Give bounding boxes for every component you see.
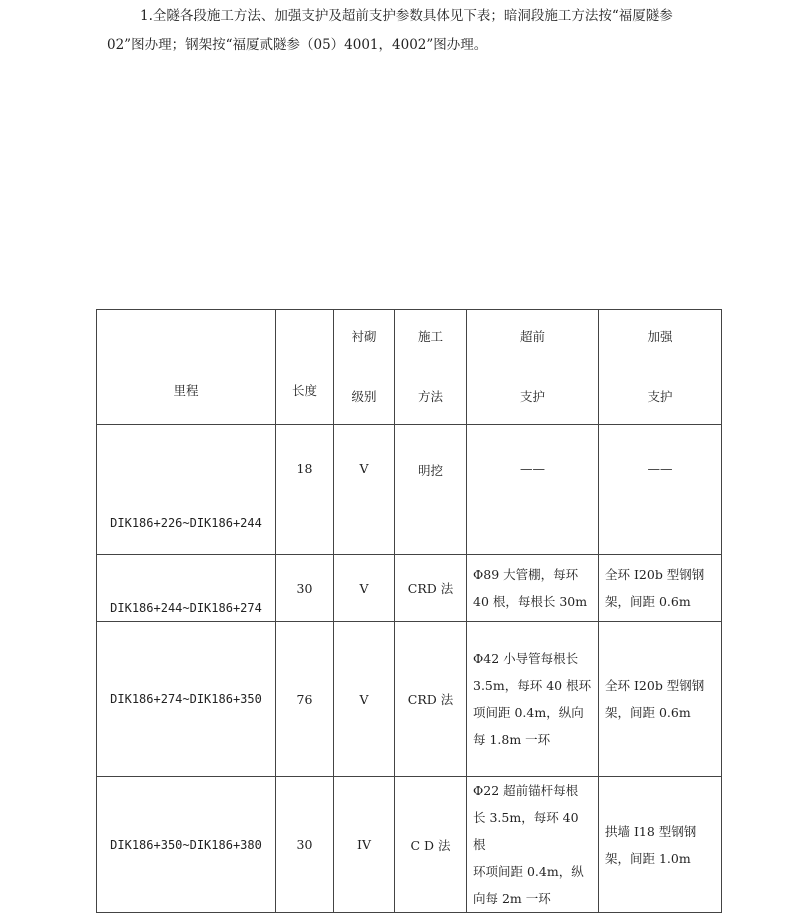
cell-reinforce-support: 全环 I20b 型钢钢 架，间距 0.6m: [599, 622, 722, 777]
cell-advance-support: ——: [467, 425, 599, 555]
cell-reinforce-support: ——: [599, 425, 722, 555]
table-row: [97, 555, 722, 622]
intro-line-1: 1.全隧各段施工方法、加强支护及超前支护参数具体见下表；暗洞段施工方法按“福厦隧参: [140, 8, 673, 24]
header-lining-grade: 衬砌 级别: [334, 310, 395, 425]
construction-method-table: [96, 309, 722, 913]
cell-reinforce-support: 拱墙 I18 型钢钢 架，间距 1.0m: [599, 777, 722, 913]
cell-advance-support: Φ42 小导管每根长 3.5m，每环 40 根环 项间距 0.4m，纵向 每 1.8m 一环: [467, 622, 599, 777]
cell-reinforce-support: 全环 I20b 型钢钢 架，间距 0.6m: [599, 555, 722, 622]
header-mileage: 里程: [97, 310, 276, 425]
table-row: [97, 622, 722, 777]
header-advance-support: 超前 支护: [467, 310, 599, 425]
cell-length: 30: [276, 555, 334, 622]
cell-grade: V: [334, 622, 395, 777]
header-method: 施工 方法: [395, 310, 467, 425]
table-header-row: [97, 310, 722, 425]
cell-mileage: DIK186+350~DIK186+380: [97, 777, 276, 913]
cell-mileage: DIK186+244~DIK186+274: [97, 555, 276, 622]
table-row: [97, 425, 722, 555]
cell-method: C D 法: [395, 777, 467, 913]
cell-method: CRD 法: [395, 555, 467, 622]
header-length: 长度: [276, 310, 334, 425]
cell-advance-support: Φ22 超前锚杆每根 长 3.5m，每环 40 根 环项间距 0.4m，纵 向每 2m 一环: [467, 777, 599, 913]
table-row: [97, 777, 722, 913]
cell-grade: V: [334, 555, 395, 622]
cell-length: 18: [276, 425, 334, 555]
intro-line-2: 02”图办理；钢架按“福厦贰隧参（05）4001，4002”图办理。: [107, 37, 488, 53]
cell-method: CRD 法: [395, 622, 467, 777]
cell-advance-support: Φ89 大管棚，每环 40 根，每根长 30m: [467, 555, 599, 622]
intro-paragraph: [107, 2, 747, 60]
cell-grade: V: [334, 425, 395, 555]
cell-grade: IV: [334, 777, 395, 913]
header-reinforce-support: 加强 支护: [599, 310, 722, 425]
cell-mileage: DIK186+226~DIK186+244: [97, 425, 276, 555]
cell-mileage: DIK186+274~DIK186+350: [97, 622, 276, 777]
cell-method: 明挖: [395, 425, 467, 555]
cell-length: 30: [276, 777, 334, 913]
cell-length: 76: [276, 622, 334, 777]
